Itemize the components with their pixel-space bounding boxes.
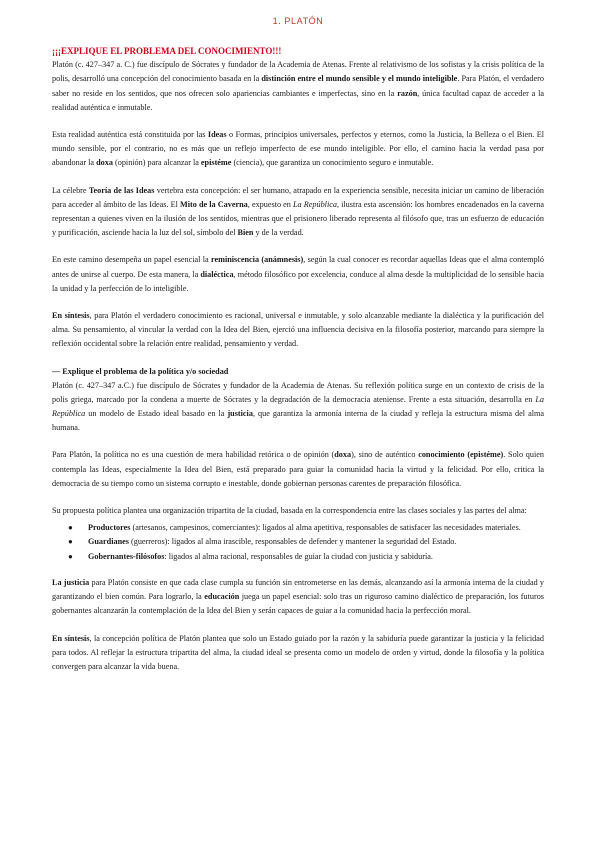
bold-term: conocimiento (epistéme) [418, 450, 504, 460]
text: (artesanos, campesinos, comerciantes): ligados al alma apetitiva, responsables de satisfacer las necesidades materiales. [130, 523, 521, 533]
bold-term: Bien [237, 228, 254, 238]
paragraph-ideas [52, 128, 544, 171]
paragraph-cave [52, 184, 544, 241]
classes-list [52, 521, 544, 564]
text: Platón (c. 427–347 a.C.) fue discípulo de Sócrates y fundador de la Academia de Atenas. Su reflexión política surge en un contexto de crisis de la polis griega, marcado por la condena a muerte de Sócrates y la degradación de la democracia ateniense. Frente a esta situación, desarrolla en [52, 380, 544, 404]
paragraph-politics-summary [52, 632, 544, 675]
text: , para Platón el verdadero conocimiento es racional, universal e inmutable, y solo alcanzable mediante la dialéctica y la purificación del alma. Su pensamiento, al vincular la verdad con la Idea del Bien, ejerció una influencia decisiva en la filosofía posterior, marcando para siempre la reflexión occidental sobre la relación entre realidad, pensamiento y verdad. [52, 311, 544, 349]
bold-term: Guardianes [88, 537, 129, 547]
text: un modelo de Estado ideal basado en la [85, 409, 228, 419]
text: , la concepción política de Platón plantea que solo un Estado guiado por la razón y la sabiduría puede garantizar la justicia y la felicidad para todos. Al reflejar la estructura tripartita del alma, la ciudad ideal se presenta como un modelo de orden y virtud, donde la filosofía y la política convergen para alcanzar la vida buena. [52, 633, 544, 671]
text: , única facultad capaz de acceder a la realidad auténtica e inmutable. [52, 88, 544, 112]
page-title: 1. PLATÓN [272, 16, 324, 26]
bold-term: Productores [88, 523, 131, 533]
text: (opinión) para alcanzar la [112, 158, 201, 168]
bold-term: doxa [334, 450, 352, 460]
section-heading-politics: — Explique el problema de la política y/o sociedad [52, 366, 229, 376]
list-item [68, 550, 544, 564]
text: (ciencia), que garantiza un conocimiento seguro e inmutable. [231, 158, 434, 168]
text: , ilustra esta ascensión: los hombres encadenados en la caverna representan a quienes viven en la ilusión de los sentidos, mientras que el prisionero liberado representa al filósofo que, tras un esfuerzo de educación y purificación, asciende hacia la luz del sol, símbolo del [52, 199, 544, 238]
bold-term: distinción entre el mundo sensible y el mundo inteligible [261, 74, 458, 84]
bold-term: reminiscencia (anámnesis) [211, 255, 304, 265]
text: En este camino desempeña un papel esencial la [52, 255, 211, 265]
paragraph-anamnesis [52, 253, 544, 296]
text: . Para Platón, el verdadero saber no reside en los sentidos, que nos ofrecen solo apariencias cambiantes e imperfectas, sino en la [52, 74, 544, 98]
bold-term: justicia [227, 409, 253, 419]
text: Platón (c. 427–347 a. C.) fue discípulo de Sócrates y fundador de la Academia de Atenas. Frente al relativismo de los sofistas y la crisis política de la polis, desarrolló una concepción del conocimiento basada en la [52, 60, 544, 84]
section-politics [52, 365, 544, 674]
list-item [68, 521, 544, 535]
text: Para Platón, la política no es una cuestión de mera habilidad retórica o de opinión ( [52, 450, 335, 460]
text: vertebra esta concepción: el ser humano, atrapado en la experiencia sensible, necesita iniciar un camino de liberación para acceder al ámbito de las Ideas. El [52, 185, 544, 209]
text: Esta realidad auténtica está constituida por las [52, 130, 208, 140]
list-item [68, 535, 544, 549]
bold-term: Mito de la Caverna [180, 199, 248, 209]
bold-term: educación [204, 592, 240, 602]
bold-term: La justicia [52, 577, 90, 587]
italic-title: La República [52, 394, 544, 419]
text: y de la verdad. [253, 228, 304, 238]
bullet-icon: ● [68, 537, 73, 547]
bold-term: Teoría de las Ideas [88, 185, 155, 195]
text: , según la cual conocer es recordar aquellas Ideas que el alma contempló antes de unirse al cuerpo. De esta manera, la [52, 255, 544, 279]
text: , que garantiza la armonía interna de la ciudad y refleja la estructura misma del alma humana. [52, 409, 544, 433]
paragraph-politics-intro [52, 379, 544, 436]
bold-term: razón [397, 88, 418, 98]
paragraph-knowledge-summary [52, 309, 544, 352]
bold-term: En síntesis [52, 311, 90, 321]
paragraph-tripartite: Su propuesta política plantea una organización tripartita de la ciudad, basada en la correspondencia entre las clases sociales y las partes del alma: [52, 506, 527, 516]
paragraph-knowledge-intro [52, 58, 544, 115]
text: ), sino de auténtico [351, 450, 419, 460]
paragraph-justice [52, 576, 544, 619]
section-knowledge [52, 44, 544, 351]
text: : ligados al alma racional, responsables de guiar la ciudad con justicia y sabiduría. [164, 551, 433, 561]
text: . Solo quien contempla las Ideas, especialmente la Idea del Bien, está preparado para guiar la comunidad hacia la virtud y la felicidad. Por ello, critica la democracia de su tiempo como un sistema corrupto e inestable, donde gobiernan personas carentes de preparación filosófica. [52, 450, 544, 488]
bold-term: En síntesis [52, 633, 90, 643]
bullet-icon: ● [68, 551, 73, 561]
italic-title: La República [293, 199, 337, 209]
bold-term: Ideas [207, 130, 227, 140]
bold-term: dialéctica [200, 269, 234, 279]
bold-term: epistéme [200, 158, 232, 168]
text: o Formas, principios universales, perfectos y eternos, como la Justicia, la Belleza o el Bien. El mundo sensible, por el contrario, no es más que un reflejo imperfecto de ese mundo inteligible. Por ello, el camino hacia la verdad pasa por abandonar la [52, 130, 544, 168]
text: La célebre [52, 185, 89, 195]
bold-term: Gobernantes-filósofos [88, 551, 165, 561]
text: (guerreros): ligados al alma irascible, responsables de defender y mantener la seguridad del Estado. [128, 537, 457, 547]
bold-term: doxa [96, 158, 113, 168]
paragraph-politics-knowledge [52, 448, 544, 491]
text: juega un papel esencial: solo tras un riguroso camino dialéctico de preparación, los futuros gobernantes alcanzarán la contemplación de la Idea del Bien y serán capaces de guiar a la comunidad hacia la perfección moral. [52, 592, 544, 616]
section-heading-knowledge: ¡¡¡EXPLIQUE EL PROBLEMA DEL CONOCIMIENTO!!! [52, 46, 282, 57]
text: , expuesto en [247, 199, 293, 209]
bullet-icon: ● [68, 523, 73, 533]
text: para Platón consiste en que cada clase cumpla su función sin entrometerse en las demás, alcanzando así la armonía interna de la ciudad y garantizando el bien común. Para lograrlo, la [52, 577, 544, 602]
text: , método filosófico por excelencia, conduce al alma desde la multiplicidad de lo sensible hacia la unidad y la perfección de lo inteligible. [52, 269, 544, 293]
